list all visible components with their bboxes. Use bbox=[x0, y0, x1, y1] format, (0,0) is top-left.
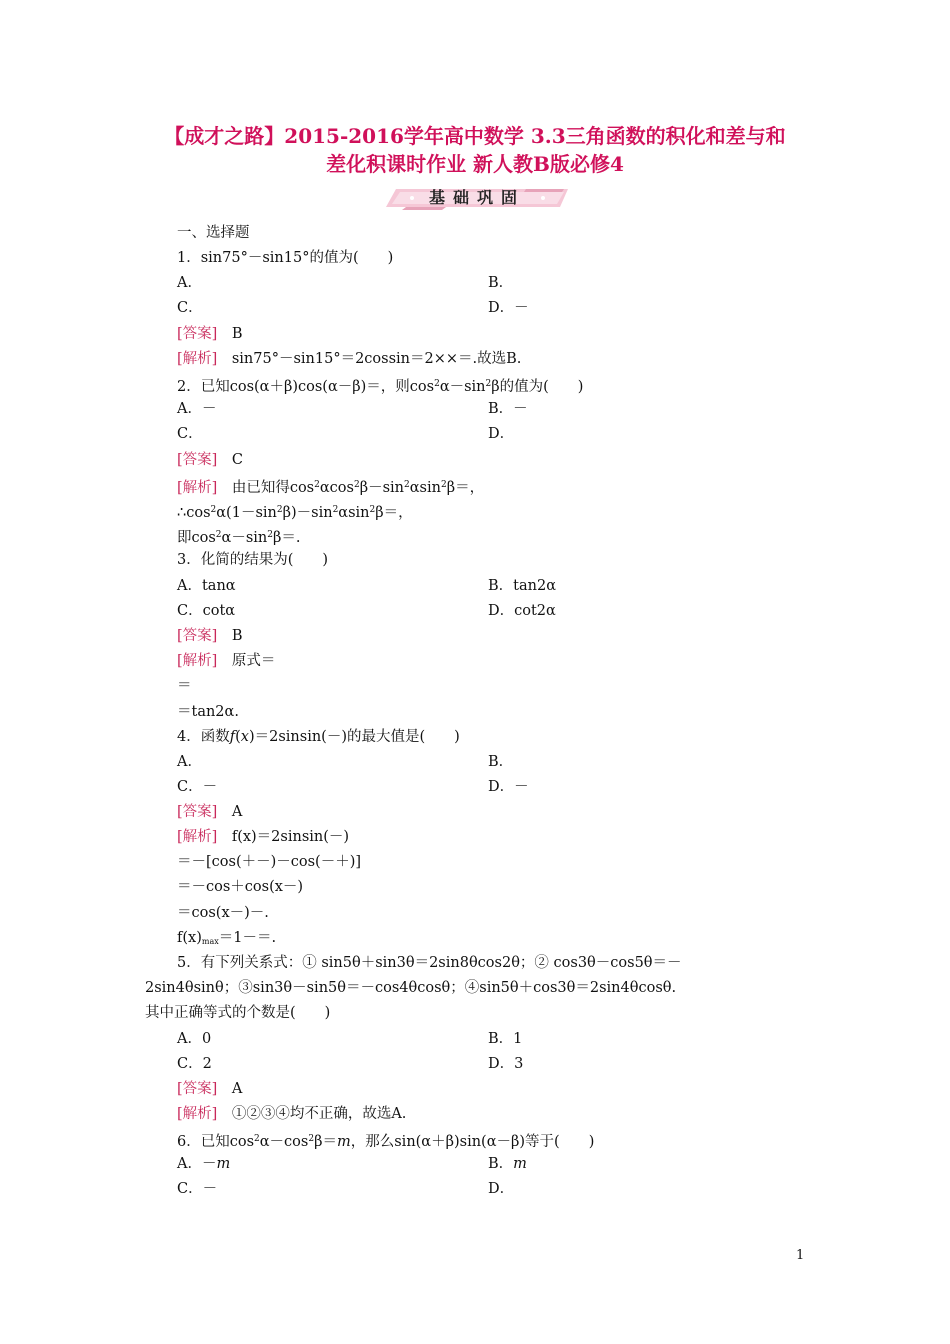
q6-option-c: C．－ bbox=[177, 1181, 218, 1197]
q6-stem-part: ，那么sin(α＋β)sin(α－β)等于( ) bbox=[350, 1134, 595, 1150]
q4-option-a: A． bbox=[177, 754, 202, 770]
q2-analysis-line1 bbox=[177, 476, 484, 497]
q1-analysis bbox=[177, 350, 521, 368]
q3-analysis-line2: ＝ bbox=[177, 678, 192, 694]
analysis-part: 即cos bbox=[177, 530, 216, 546]
answer-value: A bbox=[231, 1081, 243, 1097]
doc-title-line2: 差化积课时作业 新人教B版必修4 bbox=[326, 152, 624, 176]
analysis-tag: [解析] bbox=[177, 653, 218, 669]
answer-value: C bbox=[231, 452, 243, 468]
analysis-part: f(x) bbox=[177, 930, 202, 946]
q6-stem-part: α－cos bbox=[259, 1134, 309, 1150]
analysis-part: β－sin bbox=[359, 480, 404, 496]
q2-stem-part: α－sin bbox=[439, 379, 486, 395]
q6-stem bbox=[177, 1130, 594, 1151]
q3-option-c: C．cotα bbox=[177, 603, 236, 619]
q2-option-c: C． bbox=[177, 426, 203, 442]
q5-option-b: B．1 bbox=[488, 1031, 523, 1047]
section-heading: 一、选择题 bbox=[177, 225, 250, 241]
q6-option-b bbox=[488, 1155, 527, 1173]
analysis-text: sin75°－sin15°＝2cossin＝2××＝.故选B. bbox=[231, 351, 522, 367]
q5-option-a: A．0 bbox=[177, 1031, 212, 1047]
superscript: 2 bbox=[434, 379, 440, 389]
superscript: 2 bbox=[485, 379, 492, 389]
analysis-tag: [解析] bbox=[177, 1106, 218, 1122]
analysis-part: α(1－sin bbox=[216, 505, 277, 521]
q4-stem-part: ( bbox=[235, 729, 241, 745]
q6-stem-part: 6．已知cos bbox=[177, 1134, 255, 1150]
q2-stem-part: 2．已知cos(α＋β)cos(α－β)＝，则cos bbox=[177, 379, 435, 395]
analysis-part: αsin bbox=[338, 505, 370, 521]
superscript: 2 bbox=[404, 480, 410, 490]
option-var: m bbox=[216, 1156, 231, 1172]
q3-option-a: A．tanα bbox=[177, 578, 236, 594]
q3-option-d: D．cot2α bbox=[488, 603, 556, 619]
superscript: 2 bbox=[353, 480, 360, 490]
q2-stem-part: β的值为( ) bbox=[491, 379, 584, 395]
banner-text: 基础巩固 bbox=[428, 188, 525, 207]
analysis-part: 由已知得cos bbox=[231, 480, 315, 496]
superscript: 2 bbox=[276, 505, 283, 515]
answer-tag: [答案] bbox=[177, 804, 218, 820]
q6-stem-part: m bbox=[336, 1134, 351, 1150]
answer-tag: [答案] bbox=[177, 452, 218, 468]
q5-analysis bbox=[177, 1105, 406, 1123]
q4-stem-part: )＝2sinsin(－)的最大值是( ) bbox=[248, 729, 460, 745]
q1-answer bbox=[177, 325, 242, 343]
q3-analysis-line1 bbox=[177, 652, 275, 670]
analysis-part: ＝1－＝. bbox=[218, 930, 277, 946]
q4-stem-part: f bbox=[229, 729, 236, 745]
analysis-tag: [解析] bbox=[177, 829, 218, 845]
q5-stem-line1: 5．有下列关系式：① sin5θ＋sin3θ＝2sin8θcos2θ；② cos3θ－cos5θ＝－ bbox=[177, 955, 682, 971]
answer-value: A bbox=[231, 804, 243, 820]
q4-analysis-line5 bbox=[177, 929, 276, 951]
analysis-part: β＝， bbox=[375, 505, 413, 521]
analysis-part: β＝， bbox=[446, 480, 485, 496]
answer-tag: [答案] bbox=[177, 326, 218, 342]
option-text: B． bbox=[488, 1156, 514, 1172]
superscript: 2 bbox=[332, 505, 339, 515]
option-var: m bbox=[513, 1156, 527, 1172]
option-text: A．－ bbox=[177, 1156, 217, 1172]
answer-value: B bbox=[231, 326, 243, 342]
superscript: 2 bbox=[210, 505, 217, 515]
q2-stem bbox=[177, 375, 583, 396]
analysis-part: αsin bbox=[409, 480, 441, 496]
superscript: 2 bbox=[308, 1134, 315, 1144]
q4-analysis-line2: ＝－[cos(＋－)－cos(－＋)] bbox=[177, 854, 362, 870]
superscript: 2 bbox=[254, 1134, 260, 1144]
analysis-part: α－sin bbox=[221, 530, 268, 546]
analysis-part: β)－sin bbox=[282, 505, 333, 521]
q4-option-c: C．－ bbox=[177, 779, 218, 795]
q1-option-a: A． bbox=[177, 275, 202, 291]
answer-tag: [答案] bbox=[177, 1081, 218, 1097]
q2-option-a: A．－ bbox=[177, 401, 217, 417]
section-banner bbox=[386, 186, 568, 210]
page-number: 1 bbox=[796, 1248, 805, 1263]
analysis-text: 原式＝ bbox=[231, 653, 276, 669]
analysis-part: ∴cos bbox=[177, 505, 211, 521]
answer-tag: [答案] bbox=[177, 628, 218, 644]
analysis-part: β＝. bbox=[272, 530, 301, 546]
q3-stem: 3．化简的结果为( ) bbox=[177, 552, 329, 568]
q6-option-d: D． bbox=[488, 1181, 515, 1197]
q4-stem-part: x bbox=[240, 729, 249, 745]
analysis-tag: [解析] bbox=[177, 480, 218, 496]
q3-option-b: B．tan2α bbox=[488, 578, 556, 594]
q4-option-b: B． bbox=[488, 754, 514, 770]
doc-title-line1: 【成才之路】2015-2016学年高中数学 3.3三角函数的积化和差与和 bbox=[164, 124, 786, 148]
q3-answer bbox=[177, 627, 242, 645]
q6-option-a bbox=[177, 1155, 230, 1173]
q4-stem-part: 4．函数 bbox=[177, 729, 230, 745]
q4-analysis-line4: ＝cos(x－)－. bbox=[177, 905, 269, 921]
analysis-text: ①②③④均不正确，故选A. bbox=[231, 1106, 407, 1122]
q3-analysis-line3: ＝tan2α. bbox=[177, 704, 239, 720]
superscript: 2 bbox=[215, 530, 222, 540]
analysis-part: αcos bbox=[319, 480, 354, 496]
q1-option-d: D．－ bbox=[488, 300, 529, 316]
subscript: max bbox=[201, 937, 219, 946]
q6-stem-part: β＝ bbox=[314, 1134, 337, 1150]
q2-analysis-line3 bbox=[177, 526, 300, 547]
q5-option-d: D．3 bbox=[488, 1056, 524, 1072]
analysis-text: f(x)＝2sinsin(－) bbox=[231, 829, 350, 845]
q1-option-b: B． bbox=[488, 275, 514, 291]
superscript: 2 bbox=[369, 505, 376, 515]
q5-answer bbox=[177, 1080, 242, 1098]
q5-option-c: C．2 bbox=[177, 1056, 212, 1072]
q4-option-d: D．－ bbox=[488, 779, 529, 795]
q4-analysis-line1 bbox=[177, 828, 349, 846]
q4-answer bbox=[177, 803, 242, 821]
q1-stem: 1．sin75°－sin15°的值为( ) bbox=[177, 250, 394, 266]
q2-option-b: B．－ bbox=[488, 401, 528, 417]
q2-answer bbox=[177, 451, 243, 469]
superscript: 2 bbox=[267, 530, 273, 540]
q2-analysis-line2 bbox=[177, 501, 413, 522]
q4-stem bbox=[177, 728, 460, 746]
q5-stem-line3: 其中正确等式的个数是( ) bbox=[145, 1005, 331, 1021]
q1-option-c: C． bbox=[177, 300, 203, 316]
analysis-tag: [解析] bbox=[177, 351, 218, 367]
q5-stem-line2: 2sin4θsinθ；③sin3θ－sin5θ＝－cos4θcosθ；④sin5θ＋cos3θ＝2sin4θcosθ. bbox=[145, 980, 677, 996]
superscript: 2 bbox=[440, 480, 447, 490]
q4-analysis-line3: ＝－cos＋cos(x－) bbox=[177, 879, 304, 895]
superscript: 2 bbox=[314, 480, 320, 490]
answer-value: B bbox=[231, 628, 243, 644]
q2-option-d: D． bbox=[488, 426, 515, 442]
